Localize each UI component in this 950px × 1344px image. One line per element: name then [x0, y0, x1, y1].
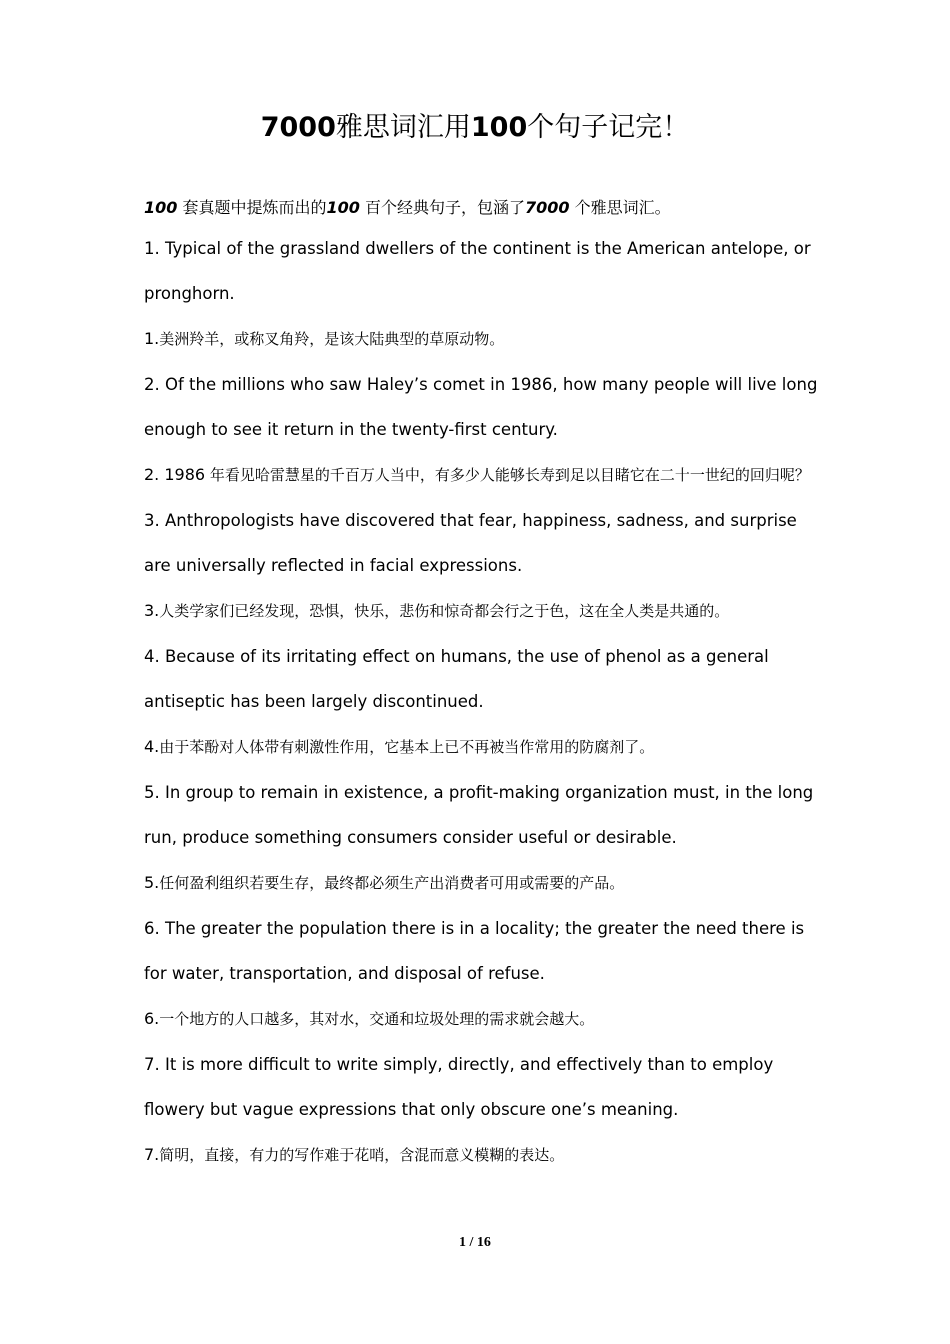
document-body — [144, 190, 824, 1178]
translation-text: 一个地方的人口越多，其对水，交通和垃圾处理的需求就会越大。 — [159, 1010, 595, 1028]
chinese-translation — [144, 996, 824, 1042]
title-number: 7000 — [260, 112, 336, 143]
chinese-translation — [144, 316, 824, 362]
english-sentence: 3. Anthropologists have discovered that fear, happiness, sadness, and surprise are universally reflected in facial expressions. — [144, 511, 797, 575]
title-number-2: 100 — [470, 112, 528, 143]
intro-text-3: 个雅思词汇。 — [569, 198, 671, 217]
intro-number-1: 100 — [144, 198, 178, 217]
intro-number-2: 100 — [326, 198, 360, 217]
intro-text-2: 百个经典句子，包涵了 — [359, 198, 525, 217]
translation-text: 年看见哈雷慧星的千百万人当中，有多少人能够长寿到足以目睹它在二十一世纪的回归呢？ — [205, 466, 810, 484]
intro-number-3: 7000 — [525, 198, 570, 217]
translation-text: 简明，直接，有力的写作难于花哨，含混而意义模糊的表达。 — [159, 1146, 565, 1164]
chinese-translation — [144, 860, 824, 906]
sentence-pair — [144, 498, 824, 634]
sentence-pair — [144, 226, 824, 362]
english-sentence: 2. Of the millions who saw Haley’s comet in 1986, how many people will live long enough to see it return in the twenty-first century. — [144, 375, 818, 439]
english-sentence: 1. Typical of the grassland dwellers of the continent is the American antelope, or pronghorn. — [144, 239, 811, 303]
sentence-pair — [144, 634, 824, 770]
intro-line — [144, 190, 824, 226]
translation-index: 5. — [144, 873, 160, 892]
title-text-end: 个句子记完！ — [527, 112, 690, 143]
chinese-translation — [144, 724, 824, 770]
translation-index: 6. — [144, 1009, 160, 1028]
translation-text: 人类学家们已经发现，恐惧，快乐，悲伤和惊奇都会行之于色，这在全人类是共通的。 — [159, 602, 730, 620]
translation-text: 由于苯酚对人体带有刺激性作用，它基本上已不再被当作常用的防腐剂了。 — [159, 738, 655, 756]
page-title — [0, 108, 950, 148]
english-sentence: 7. It is more difficult to write simply, directly, and effectively than to employ flowery but vague expressions that only obscure one’s meaning. — [144, 1055, 774, 1119]
translation-index: 7. — [144, 1145, 160, 1164]
chinese-translation — [144, 1132, 824, 1178]
page-number: 1 / 16 — [459, 1235, 491, 1250]
translation-index: 3. — [144, 601, 160, 620]
sentence-pair — [144, 362, 824, 498]
intro-text-1: 套真题中提炼而出的 — [177, 198, 327, 217]
sentence-pair — [144, 1042, 824, 1178]
translation-index: 1. — [144, 329, 160, 348]
sentence-pair — [144, 906, 824, 1042]
translation-text: 美洲羚羊，或称叉角羚，是该大陆典型的草原动物。 — [159, 330, 505, 348]
english-sentence: 6. The greater the population there is in a locality; the greater the need there is for water, transportation, and disposal of refuse. — [144, 919, 805, 983]
english-sentence: 4. Because of its irritating effect on humans, the use of phenol as a general antiseptic has been largely discontinued. — [144, 647, 769, 711]
sentence-pair — [144, 770, 824, 906]
translation-text: 任何盈利组织若要生存，最终都必须生产出消费者可用或需要的产品。 — [159, 874, 625, 892]
title-text: 雅思词汇用 — [335, 112, 471, 143]
english-sentence: 5. In group to remain in existence, a profit-making organization must, in the long run, produce something consumers consider useful or desirable. — [144, 783, 814, 847]
translation-index: 2. 1986 — [144, 465, 206, 484]
translation-index: 4. — [144, 737, 160, 756]
chinese-translation — [144, 452, 824, 498]
chinese-translation — [144, 588, 824, 634]
